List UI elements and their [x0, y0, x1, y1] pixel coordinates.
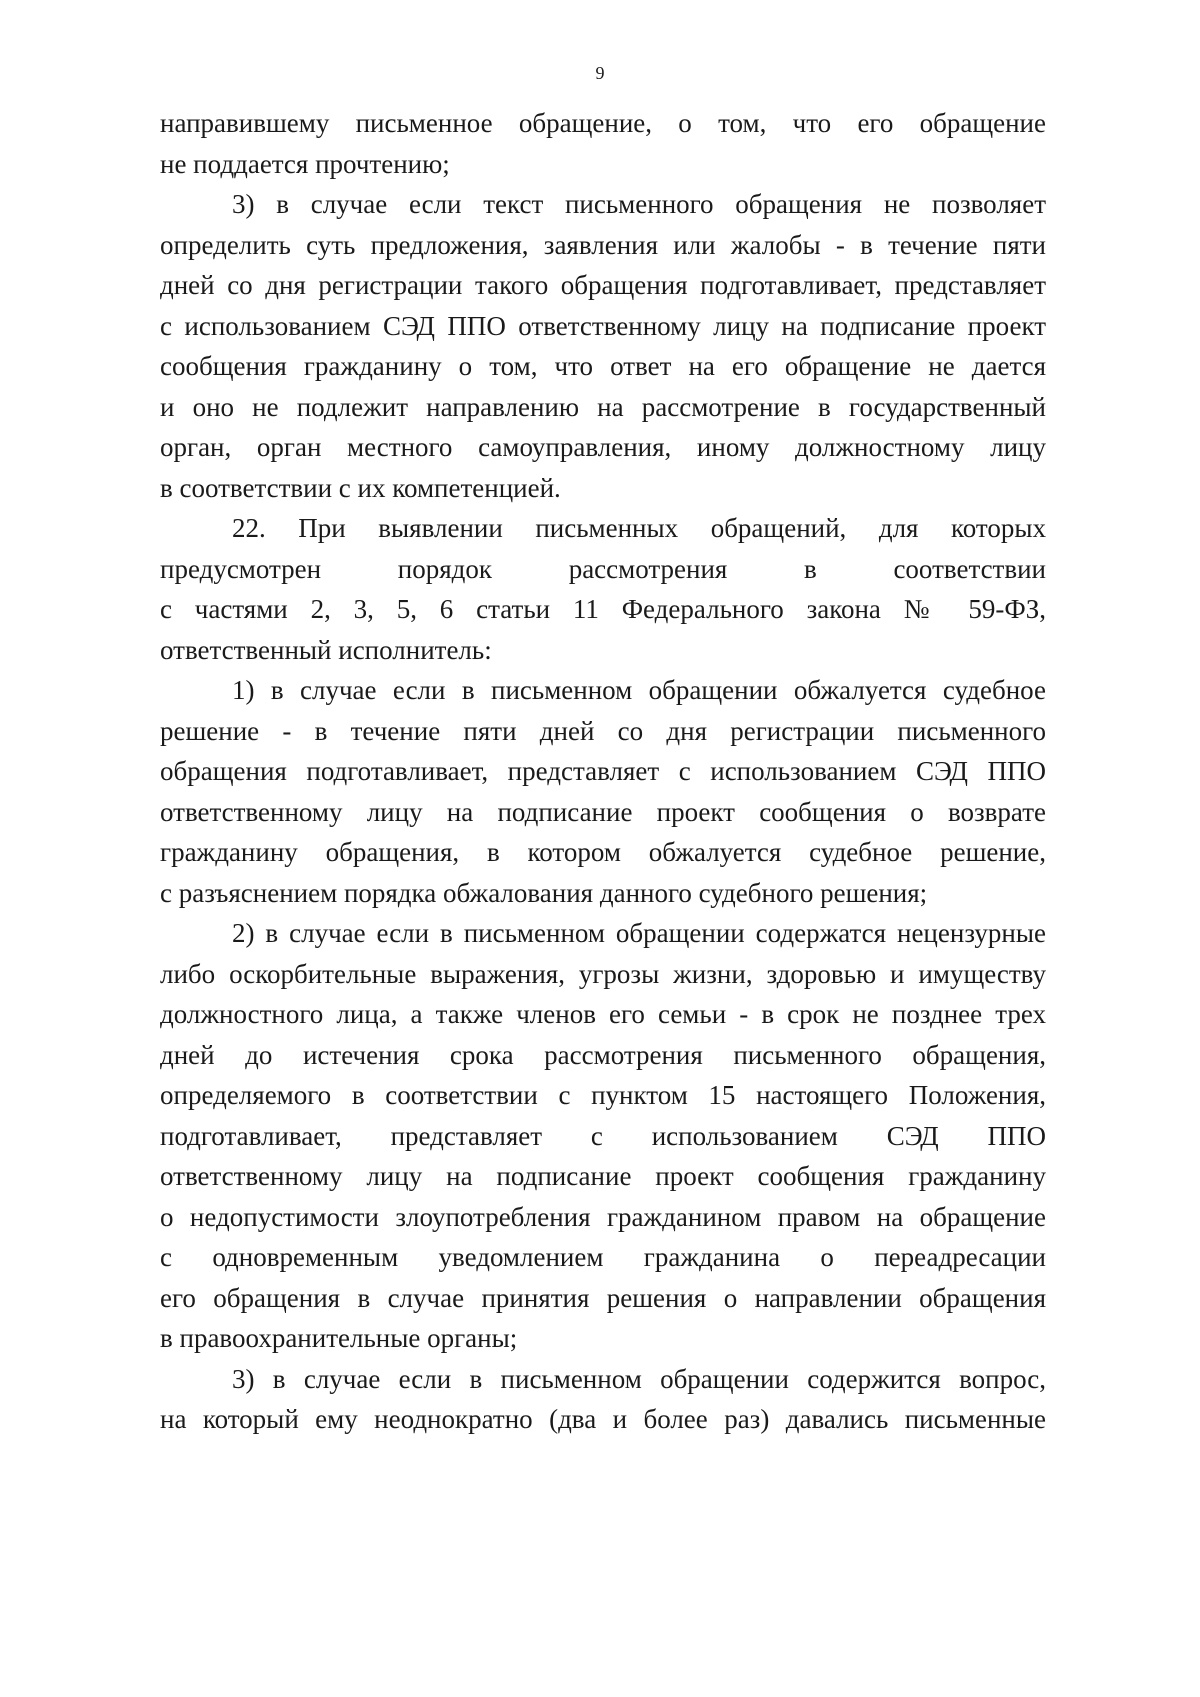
- text-line: либо оскорбительные выражения, угрозы жизни, здоровью и имуществу: [160, 958, 1046, 989]
- text-line: 1) в случае если в письменном обращении обжалуется судебное: [232, 675, 1046, 705]
- text-line: 3) в случае если в письменном обращении содержится вопрос,: [232, 1363, 1046, 1394]
- text-line: сообщения гражданину о том, что ответ на его обращение не дается: [160, 351, 1046, 381]
- text-line: в правоохранительные органы;: [160, 1323, 518, 1353]
- text-line: дней со дня регистрации такого обращения подготавливает, представляет: [160, 270, 1046, 300]
- text-line: ответственный исполнитель:: [160, 634, 492, 665]
- text-line: определяемого в соответствии с пунктом 15 настоящего Положения,: [160, 1080, 1046, 1110]
- text-line: направившему письменное обращение, о том, что его обращение: [160, 108, 1046, 138]
- text-line: 2) в случае если в письменном обращении содержатся нецензурные: [232, 918, 1046, 948]
- text-line: решение - в течение пяти дней со дня регистрации письменного: [160, 715, 1046, 746]
- text-line: с частями 2, 3, 5, 6 статьи 11 Федерального закона № 59-ФЗ,: [160, 594, 1046, 624]
- text-line: орган, орган местного самоуправления, иному должностному лицу: [160, 432, 1046, 462]
- text-line: ответственному лицу на подписание проект сообщения гражданину: [160, 1161, 1046, 1191]
- text-line: 3) в случае если текст письменного обращения не позволяет: [232, 189, 1046, 219]
- text-line: о недопустимости злоупотребления гражданином правом на обращение: [160, 1201, 1046, 1232]
- page-number: 9: [595, 63, 605, 83]
- text-line: с использованием СЭД ППО ответственному лицу на подписание проект: [160, 310, 1046, 341]
- text-line: должностного лица, а также членов его семьи - в срок не позднее трех: [160, 999, 1046, 1029]
- text-line: дней до истечения срока рассмотрения письменного обращения,: [160, 1039, 1046, 1070]
- text-line: его обращения в случае принятия решения о направлении обращения: [160, 1282, 1046, 1313]
- text-line: на который ему неоднократно (два и более раз) давались письменные: [160, 1404, 1046, 1434]
- text-line: обращения подготавливает, представляет с использованием СЭД ППО: [160, 756, 1046, 786]
- text-line: ответственному лицу на подписание проект сообщения о возврате: [160, 796, 1046, 827]
- text-line: предусмотрен порядок рассмотрения в соответствии: [160, 553, 1046, 584]
- text-line: определить суть предложения, заявления или жалобы - в течение пяти: [160, 229, 1046, 260]
- document-body: [160, 103, 1046, 1440]
- text-line: гражданину обращения, в котором обжалуется судебное решение,: [160, 837, 1046, 867]
- text-line: 22. При выявлении письменных обращений, для которых: [232, 513, 1046, 543]
- text-line: подготавливает, представляет с использованием СЭД ППО: [160, 1120, 1046, 1151]
- text-line: не поддается прочтению;: [160, 148, 450, 179]
- text-line: и оно не подлежит направлению на рассмотрение в государственный: [160, 391, 1046, 422]
- text-line: в соответствии с их компетенцией.: [160, 472, 561, 503]
- text-line: с разъяснением порядка обжалования данного судебного решения;: [160, 877, 928, 908]
- text-line: с одновременным уведомлением гражданина о переадресации: [160, 1242, 1046, 1272]
